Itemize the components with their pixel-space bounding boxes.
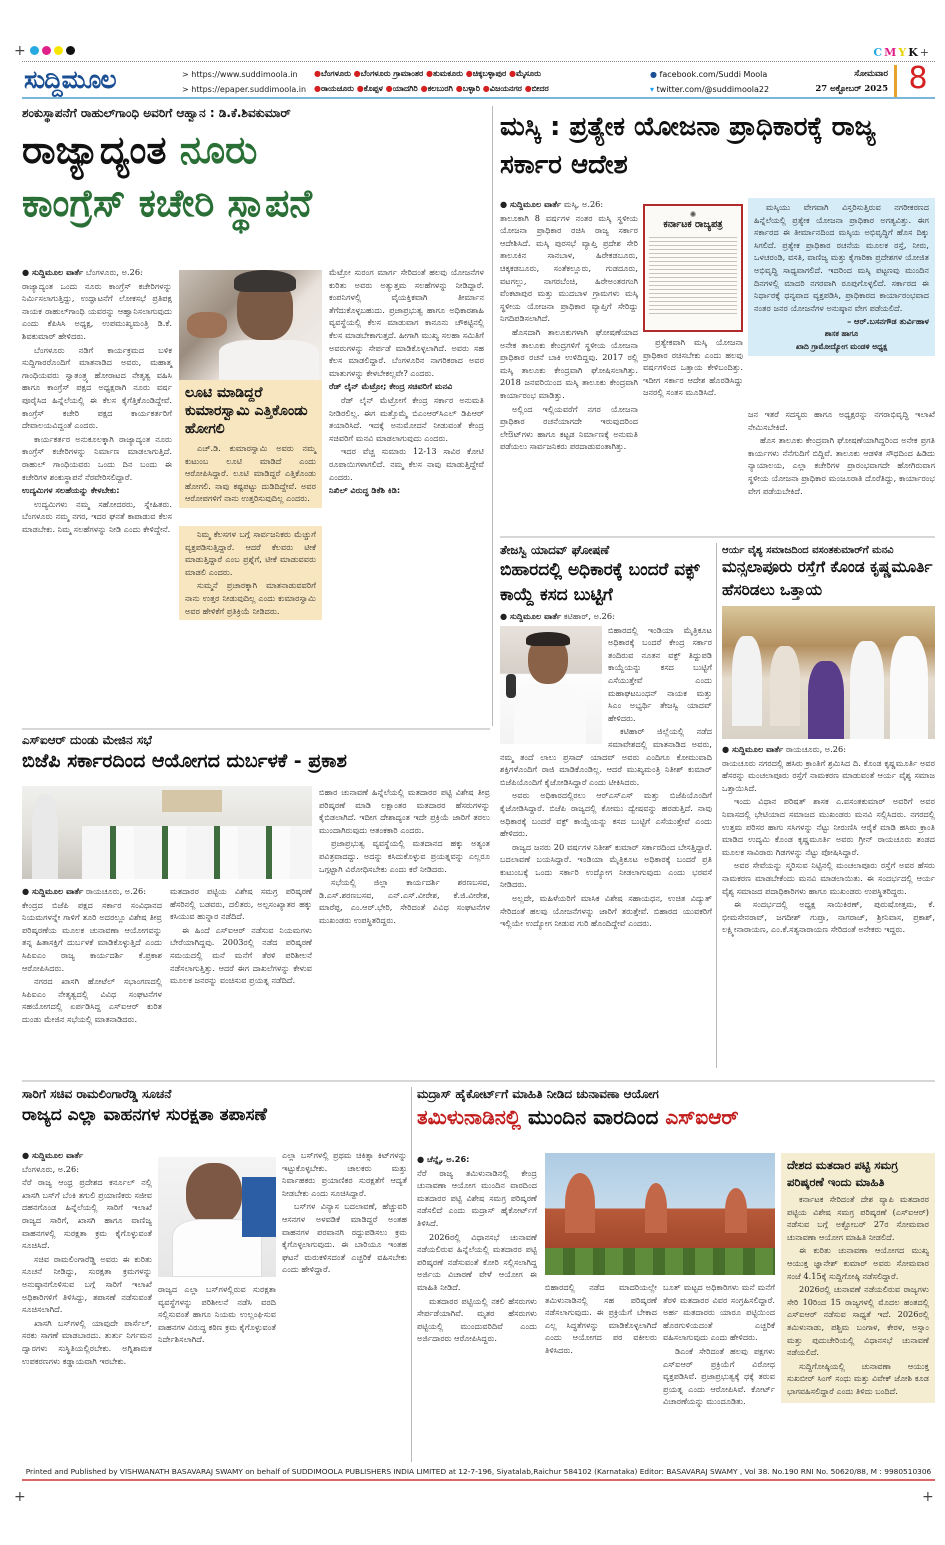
- sidebar-text: [179, 440, 322, 508]
- photo-madras-high-court: [545, 1153, 775, 1275]
- info-box-voter-list: [781, 1153, 935, 1403]
- paragraph: ರಾಯಚೂರು ನಗರದಲ್ಲಿ ಹಸಿರು ಕ್ರಾಂತಿಗೆ ಶ್ರಮಿಸಿದ ದಿ. ಕೊಂಡ ಕೃಷ್ಣಮೂರ್ತಿ ಅವರ ಹೆಸರನ್ನು ಮಂಚಲಾಪೂರು ರಸ್ತೆಗೆ ನಾಮಕರಣ ಮಾಡುವಂತೆ ಆರ್ಯ ವೈಶ್ಯ ಸಮಾಜ ಒತ್ತಾಯಿಸಿದೆ.: [722, 757, 935, 793]
- bullet-icon: ●: [356, 84, 364, 93]
- dateline: ರಾಯಚೂರು, ಅ.26:: [785, 744, 846, 754]
- article-maski-authority: [500, 108, 935, 533]
- photo-person: [850, 641, 884, 739]
- cmyk-y: Y: [898, 46, 909, 59]
- gazette-text-lines: [649, 234, 737, 314]
- paragraph: ಕಟಿಹಾರ್ ಜಿಲ್ಲೆಯಲ್ಲಿ ನಡೆದ ಸಮಾವೇಶದಲ್ಲಿ ಮಾತನಾಡಿದ ಅವರು, ನಮ್ಮ ತಂದೆ ಲಾಲು ಪ್ರಸಾದ್ ಯಾದವ್ ಅವರು ಎಂದಿಗೂ ಕೋಮುವಾದಿ ಶಕ್ತಿಗಳೊಂದಿಗೆ ರಾಜಿ ಮಾಡಿಕೊಂಡಿಲ್ಲ. ಆದರೆ ಮುಖ್ಯಮಂತ್ರಿ ನಿತೀಶ್ ಕುಮಾರ್ ಬಿಜೆಪಿಯೊಂದಿಗೆ ಕೈಜೋಡಿಸಿದ್ದಾರೆ ಎಂದು ಟೀಕಿಸಿದರು.: [500, 726, 712, 787]
- headline-part-black: ಮುಂದಿನ ವಾರದಿಂದ: [527, 1105, 659, 1129]
- twitter-handle: twitter.com/@suddimoola22: [656, 85, 770, 94]
- photo-audience: [82, 826, 312, 879]
- emblem-icon: ✺: [689, 210, 697, 219]
- edition-city[interactable]: ವಿಜಯನಗರ: [489, 84, 525, 93]
- edition-city[interactable]: ಕೊಪ್ಪಳ: [363, 84, 386, 93]
- facebook-handle: facebook.com/Suddi Moola: [659, 70, 768, 79]
- paragraph: ಮತದಾರರ ಪಟ್ಟಿಯ ವಿಶೇಷ ಸಮಗ್ರ ಪರಿಷ್ಕರಣೆ ಹೆಸರಿನಲ್ಲಿ ಬಡವರು, ದಲಿತರು, ಅಲ್ಪಸಂಖ್ಯಾತರ ಹಕ್ಕು ಕಸಿಯುವ ಹುನ್ನಾರ ನಡೆದಿದೆ.: [170, 886, 312, 922]
- paragraph: ಸಚಿವ ರಾಮಲಿಂಗಾರೆಡ್ಡಿ ಅವರು ಈ ಕುರಿತು ಸೂಚನೆ ನೀಡಿದ್ದು, ಸುರಕ್ಷತಾ ಕ್ರಮಗಳನ್ನು ಅನುಷ್ಠಾನಗೊಳಿಸುವ ಬಗ್ಗೆ ಸಾರಿಗೆ ಇಲಾಖೆ ಅಧಿಕಾರಿಗಳಿಗೆ ತಿಳಿಸಿದ್ದು, ತಪಾಸಣೆ ನಡೆಸುವಂತೆ ಸೂಚಿಸಲಾಗಿದೆ.: [22, 1253, 152, 1315]
- byline: ● ಸುದ್ದಿಮೂಲ ವಾರ್ತೆ: [22, 886, 84, 896]
- edition-city[interactable]: ತುಮಕೂರು: [433, 69, 466, 78]
- page-separator: [894, 65, 897, 97]
- paragraph: ನೆರೆ ರಾಜ್ಯ ತಮಿಳುನಾಡಿನಲ್ಲಿ ಕೇಂದ್ರ ಚುನಾವಣಾ ಆಯೋಗ ಮುಂದಿನ ವಾರದಿಂದ ಮತದಾರರ ಪಟ್ಟಿ ವಿಶೇಷ ಸಮಗ್ರ ಪರಿಷ್ಕರಣೆ ನಡೆಸಲಿದೆ ಎಂದು ಮದ್ರಾಸ್ ಹೈಕೋರ್ಟ್‌ಗೆ ತಿಳಿಸಿದೆ.: [417, 1167, 537, 1228]
- black-dot: [66, 46, 75, 55]
- byline: ● ಸುದ್ದಿಮೂಲ ವಾರ್ತೆ: [500, 611, 562, 621]
- paragraph: ಹೊಸ ತಾಲೂಕು ಕೇಂದ್ರವಾಗಿ ಘೋಷಣೆಯಾಗಿದ್ದರಿಂದ ಅನೇಕ ಪ್ರಗತಿ ಕಾರ್ಯಗಳು ನೆನೆಗುದಿಗೆ ಬಿದ್ದಿವೆ. ತಾಲೂಕು ಆಡಳಿತ ಸೌಧದಿಂದ ಹಿಡಿದು ನ್ಯಾಯಾಲಯ, ಎಲ್ಲಾ ಕಚೇರಿಗಳ ಪ್ರಾರಂಭವಾಗದೇ ಹೋಗಿರುವಾಗ ಸ್ಥಳೀಯ ಯೋಜನಾ ಪ್ರಾಧಿಕಾರ ಮಂಜೂರಾತಿ ದೊರೆತಿದ್ದು, ಕಾರ್ಯಾರಂಭ ವೇಗ ಪಡೆಯಬೇಕಿದೆ.: [748, 435, 935, 496]
- bullet-icon: ●: [426, 69, 434, 78]
- paragraph: ಬೂತ್ ಮಟ್ಟದ ಅಧಿಕಾರಿಗಳು ಮನೆ ಮನೆಗೆ ತೆರಳಿ ಮತದಾರರ ವಿವರ ಸಂಗ್ರಹಿಸಲಿದ್ದಾರೆ. ಅರ್ಹ ಮತದಾರರು ಯಾರೂ ಪಟ್ಟಿಯಿಂದ ಹೊರಗುಳಿಯದಂತೆ ಎಚ್ಚರಿಕೆ ವಹಿಸಲಾಗುವುದು ಎಂದು ಹೇಳಿದರು.: [663, 1282, 775, 1343]
- headline-part-red: ಎಸ್‌ಐಆರ್: [665, 1105, 739, 1129]
- dateline: ಮಸ್ಕಿ, ಅ.26:: [563, 199, 604, 209]
- box-body: [787, 1193, 929, 1398]
- photo-shirt: [219, 340, 319, 380]
- subhead: ಉದ್ಯಮಿಗಳ ಸಲಹೆಯನ್ನು ಕೇಳಬೇಕು:: [22, 485, 120, 496]
- photo-person: [890, 636, 928, 739]
- cities-row-2: [314, 81, 644, 96]
- gazette-title: ಕರ್ನಾಟಕ ರಾಜ್ಯಪತ್ರ: [663, 219, 723, 230]
- cmyk-k: K: [908, 46, 920, 59]
- article-body-col1: [22, 1149, 152, 1368]
- article-sir-roundtable: [22, 733, 490, 1073]
- paragraph: ರಾಜ್ಯದ ಜನರು 20 ವರ್ಷಗಳ ನಿತೀಶ್ ಕುಮಾರ್ ಸರ್ಕಾರದಿಂದ ಬೇಸತ್ತಿದ್ದಾರೆ. ಬದಲಾವಣೆ ಬಯಸಿದ್ದಾರೆ. ಇಂಡಿಯಾ ಮೈತ್ರಿಕೂಟ ಅಧಿಕಾರಕ್ಕೆ ಬಂದರೆ ಪ್ರತಿ ಕುಟುಂಬಕ್ಕೆ ಒಂದು ಸರ್ಕಾರಿ ಉದ್ಯೋಗ ನೀಡಲಾಗುವುದು ಎಂದು ಭರವಸೆ ನೀಡಿದರು.: [500, 841, 712, 890]
- registration-mark-bottom-right: +: [922, 1489, 934, 1505]
- paragraph: ನೆರೆ ರಾಜ್ಯ ಆಂಧ್ರ ಪ್ರದೇಶದ ಕರ್ನೂಲ್ ನಲ್ಲಿ ಖಾಸಗಿ ಬಸ್‌ಗೆ ಬೆಂಕಿ ತಗುಲಿ ಪ್ರಯಾಣಿಕರು ಸಜೀವ ದಹನಗೊಂಡ ಹಿನ್ನೆಲೆಯಲ್ಲಿ ಸಾರಿಗೆ ಇಲಾಖೆ ರಾಜ್ಯದ ಸಾರಿಗೆ, ಖಾಸಗಿ ಹಾಗೂ ವಾಣಿಜ್ಯ ವಾಹನಗಳಲ್ಲಿ ಸುರಕ್ಷತಾ ಕ್ರಮ ಕೈಗೊಳ್ಳುವಂತೆ ಸೂಚಿಸಿದೆ.: [22, 1177, 152, 1251]
- quote-role: ಖಾದಿ ಗ್ರಾಮೋದ್ಯೋಗ ಮಂಡಳಿ ಅಧ್ಯಕ್ಷ: [795, 341, 888, 351]
- edition-city[interactable]: ಮೈಸೂರು: [516, 69, 541, 78]
- dateline: ಕಟಿಹಾರ್, ಅ.26:: [563, 611, 615, 621]
- photo-trees: [545, 1248, 775, 1275]
- magenta-dot: [42, 46, 51, 55]
- dateline: ಬೆಂಗಳೂರು, ಅ.26:: [85, 267, 143, 277]
- paragraph: 2026ರಲ್ಲಿ ಚುನಾವಣೆ ನಡೆಯಲಿರುವ ರಾಜ್ಯಗಳು ಸೇರಿ 10ರಿಂದ 15 ರಾಜ್ಯಗಳಲ್ಲಿ ಮೊದಲ ಹಂತದಲ್ಲಿ ಎಸ್‌ಐಆರ್ ನಡೆಸುವ ಸಾಧ್ಯತೆ ಇದೆ. 2026ರಲ್ಲಿ ತಮಿಳುನಾಡು, ಪಶ್ಚಿಮ ಬಂಗಾಳ, ಕೇರಳ, ಅಸ್ಸಾಂ ಮತ್ತು ಪುದುಚೇರಿಯಲ್ಲಿ ವಿಧಾನಸಭೆ ಚುನಾವಣೆ ನಡೆಯಲಿದೆ.: [787, 1284, 929, 1358]
- yellow-dot: [54, 46, 63, 55]
- article-body-col2: [179, 526, 322, 620]
- sidebar-box: [179, 380, 322, 442]
- dotted-rule: [22, 61, 935, 62]
- paragraph: ಉದ್ಯಮಿಗಳು ನಮ್ಮ ಸಹೋದರರು, ಸ್ನೇಹಿತರು. ಬೆಂಗಳೂರು ನಮ್ಮ ನಗರ, ಇದರ ಘನತೆ ಕಾಪಾಡುವ ಕೆಲಸ ಮಾಡಬೇಕು. ನಿಮ್ಮ ಸಲಹೆಗಳನ್ನು ನೀಡಿ ಎಂದು ಕೇಳಿದ್ದೇನೆ.: [22, 498, 172, 534]
- paragraph: ಸುಮ್ಮನೆ ಪ್ರಚಾರಕ್ಕಾಗಿ ಮಾತನಾಡುವವರಿಗೆ ನಾನು ಉತ್ತರ ನೀಡುವುದಿಲ್ಲ ಎಂದು ಕುಮಾರಸ್ವಾಮಿ ಅವರ ಹೇಳಿಕೆಗೆ ಪ್ರತಿಕ್ರಿಯೆ ನೀಡಿದರು.: [185, 580, 316, 616]
- article-body-col3: [748, 408, 935, 498]
- quote-author: – ಆರ್.ಬಸನಗೌಡ ತುರ್ವಿಹಾಳ: [847, 316, 929, 327]
- article-body-col2: [158, 1283, 276, 1347]
- article-body-col3: [282, 1149, 407, 1277]
- headline: [417, 1102, 935, 1132]
- registration-mark-right: +: [919, 46, 931, 59]
- paragraph: ಪ್ರತ್ಯೇಕವಾಗಿ ಮಸ್ಕಿ ಯೋಜನಾ ಪ್ರಾಧಿಕಾರ ರಚಿಸಬೇಕು ಎಂದು ಹಲವು ವರ್ಷಗಳಿಂದ ಒತ್ತಾಯ ಕೇಳಿಬಂದಿತ್ತು. ಇದೀಗ ಸರ್ಕಾರ ಆದೇಶ ಹೊರಡಿಸಿದ್ದು ಜನರಲ್ಲಿ ಸಂತಸ ಮೂಡಿಸಿದೆ.: [643, 337, 743, 398]
- cities-row-1: [314, 66, 644, 81]
- paragraph: ಈ ಸಂದರ್ಭದಲ್ಲಿ ಅಧ್ಯಕ್ಷ ಸಾಯಿಕಿರಣ್, ಪುರುಷೋತ್ತಮ, ಕೆ. ಭೀಮಸೇನರಾವ್, ಜಗದೀಶ್ ಗುಪ್ತಾ, ನಾಗರಾಜ್, ಶ್ರೀನಿವಾಸ, ಪ್ರಕಾಶ್, ಲಕ್ಷ್ಮೀನಾರಾಯಣ, ಎಂ.ಕೆ.ಸತ್ಯನಾರಾಯಣ ಸೇರಿದಂತೆ ಅನೇಕರು ಇದ್ದರು.: [722, 899, 935, 935]
- social-links: [650, 67, 788, 97]
- headline-part-black: ರಾಜ್ಯಾದ್ಯಂತ: [22, 128, 167, 172]
- photo-dome: [645, 1183, 667, 1233]
- kicker: ಎಸ್‌ಐಆರ್ ದುಂಡು ಮೇಜಿನ ಸಭೆ: [22, 733, 152, 747]
- photo-dk-shivakumar: [179, 270, 322, 380]
- registration-mark-left: +: [14, 43, 26, 59]
- box-headline: ದೇಶದ ಮತದಾರ ಪಟ್ಟಿ ಸಮಗ್ರ ಪರಿಷ್ಕರಣೆ ಇಂದು ಮಾಹಿತಿ: [787, 1158, 899, 1189]
- paragraph: ನಗರದ ಖಾಸಗಿ ಹೋಟೆಲ್ ಸಭಾಂಗಣದಲ್ಲಿ ಸಿಪಿಐಎಂ ನೇತೃತ್ವದಲ್ಲಿ ವಿವಿಧ ಸಂಘಟನೆಗಳ ಸಹಯೋಗದಲ್ಲಿ ಏರ್ಪಡಿಸಿದ್ದ ಎಸ್‌ಐಆರ್ ಕುರಿತ ದುಂಡು ಮೇಜಿನ ಸಭೆಯಲ್ಲಿ ಮಾತನಾಡಿದರು.: [22, 976, 162, 1024]
- edition-city[interactable]: ಬೀದರ: [531, 84, 549, 93]
- column-rule: [492, 106, 493, 726]
- edition-city[interactable]: ಕಲಬುರಗಿ: [427, 84, 456, 93]
- paragraph: ಬಿಹಾರ ಚುನಾವಣೆ ಹಿನ್ನೆಲೆಯಲ್ಲಿ ಮತದಾರರ ಪಟ್ಟಿ ವಿಶೇಷ ತೀವ್ರ ಪರಿಷ್ಕರಣೆ ಮಾಡಿ ಲಕ್ಷಾಂತರ ಮತದಾರರ ಹೆಸರುಗಳನ್ನು ಕೈಬಿಡಲಾಗಿದೆ. ಇದೀಗ ದೇಶಾದ್ಯಂತ ಇದೇ ಪ್ರಕ್ರಿಯೆ ಜಾರಿಗೆ ತರಲು ಮುಂದಾಗಿರುವುದು ಆತಂಕಕಾರಿ ಎಂದರು.: [319, 787, 490, 835]
- page-number: 8: [908, 61, 928, 96]
- photo-hand: [187, 312, 227, 338]
- bullet-icon: ●: [353, 69, 361, 78]
- photo-ramalinga-reddy: [158, 1157, 276, 1277]
- paragraph: ಅವರು ಅಧಿಕಾರದಲ್ಲಿರಲು ಆರ್‌ಎಸ್‌ಎಸ್ ಮತ್ತು ಬಿಜೆಪಿಯೊಂದಿಗೆ ಕೈಜೋಡಿಸಿದ್ದಾರೆ. ಬಿಜೆಪಿ ರಾಜ್ಯದಲ್ಲಿ ಕೋಮು ದ್ವೇಷವನ್ನು ಹರಡುತ್ತಿದೆ. ನಾವು ಅಧಿಕಾರಕ್ಕೆ ಬಂದರೆ ವಕ್ಫ್ ಕಾಯ್ದೆಯನ್ನು ಕಸದ ಬುಟ್ಟಿಗೆ ಎಸೆಯುತ್ತೇವೆ ಎಂದು ಹೇಳಿದರು.: [500, 790, 712, 839]
- gazette-image: [643, 204, 743, 332]
- article-body: [500, 610, 712, 930]
- paragraph: ರಾಜ್ಯಾದ್ಯಂತ ಒಂದು ನೂರು ಕಾಂಗ್ರೆಸ್ ಕಚೇರಿಗಳನ್ನು ನಿರ್ಮಿಸಲಾಗುತ್ತಿದ್ದು, ಉದ್ಘಾಟನೆಗೆ ಲೋಕಸಭೆ ಪ್ರತಿಪಕ್ಷ ನಾಯಕ ರಾಹುಲ್‌ಗಾಂಧಿ ಯವರನ್ನು ಆಹ್ವಾನಿಸಲಾಗುವುದು ಎಂದು ಕೆಪಿಸಿಸಿ ಅಧ್ಯಕ್ಷ, ಉಪಮುಖ್ಯಮಂತ್ರಿ ಡಿ.ಕೆ. ಶಿವಕುಮಾರ್ ಹೇಳಿದರು.: [22, 280, 172, 341]
- byline: ● ಚೆನ್ನೈ, ಅ.26:: [417, 1154, 470, 1164]
- section-rule: [22, 728, 490, 730]
- logo[interactable]: ಸುದ್ದಿಮೂಲ: [24, 65, 116, 94]
- kicker: ಶಂಕುಸ್ಥಾಪನೆಗೆ ರಾಹುಲ್‌ಗಾಂಧಿ ಅವರಿಗೆ ಆಹ್ವಾನ : ಡಿ.ಕೆ.ಶಿವಕುಮಾರ್: [22, 106, 291, 120]
- article-body-col3: [663, 1281, 775, 1409]
- column-rule: [716, 543, 717, 1068]
- article-body-col3: [329, 266, 484, 498]
- edition-city[interactable]: ಯಾದಗಿರಿ: [392, 84, 421, 93]
- article-body-col2: [170, 885, 312, 988]
- article-body-col1: [22, 885, 162, 1027]
- paragraph: ಬಿಹಾರದಲ್ಲಿ ನಡೆದ ಮಾದರಿಯಲ್ಲೇ ತಮಿಳುನಾಡಿನಲ್ಲಿ ಸಹ ಪರಿಷ್ಕರಣೆ ನಡೆಸಲಾಗುವುದು. ಈ ಪ್ರಕ್ರಿಯೆಗೆ ಬೇಕಾದ ಎಲ್ಲ ಸಿದ್ಧತೆಗಳನ್ನು ಮಾಡಿಕೊಳ್ಳಲಾಗಿದೆ ಎಂದು ಆಯೋಗದ ಪರ ವಕೀಲರು ತಿಳಿಸಿದರು.: [545, 1282, 657, 1355]
- paragraph: ಕಾರ್ಯಕರ್ತರ ಅನುಕೂಲಕ್ಕಾಗಿ ರಾಜ್ಯಾದ್ಯಂತ ನೂರು ಕಾಂಗ್ರೆಸ್ ಕಚೇರಿಗಳನ್ನು ನಿರ್ಮಾಣ ಮಾಡಲಾಗುತ್ತಿದೆ. ರಾಹುಲ್ ಗಾಂಧಿಯವರು ಒಂದು ದಿನ ಬಂದು ಈ ಕಚೇರಿಗಳ ಶಂಕುಸ್ಥಾಪನೆ ನೆರವೇರಿಸಲಿದ್ದಾರೆ.: [22, 433, 172, 482]
- byline: ● ಸುದ್ದಿಮೂಲ ವಾರ್ತೆ: [22, 1150, 84, 1160]
- edition-city[interactable]: ಬೆಂಗಳೂರು: [320, 69, 354, 78]
- article-body-col2: [643, 336, 743, 400]
- column-rule: [411, 1087, 412, 1462]
- paragraph: ರೆಡ್ ಲೈನ್ ಮೆಟ್ರೋಗೆ ಕೇಂದ್ರ ಸರ್ಕಾರ ಅನುಮತಿ ನೀಡಿರಲಿಲ್ಲ. ಈಗ ಮತ್ತೊಮ್ಮೆ ಬಿಎಂಆರ್‌ಸಿಎಲ್ ಡಿಪಿಆರ್ ತಯಾರಿಸಿದೆ. ಇದಕ್ಕೆ ಅನುಮೋದನೆ ನೀಡುವಂತೆ ಕೇಂದ್ರ ಸಚಿವರಿಗೆ ಮನವಿ ಮಾಡಲಾಗುವುದು ಎಂದರು.: [329, 394, 484, 443]
- photo-person: [732, 636, 762, 726]
- photo-speaker: [32, 794, 58, 879]
- photo-dome: [725, 1188, 747, 1233]
- kicker: ಆರ್ಯ ವೈಶ್ಯ ಸಮಾಜದಿಂದ ವಸಂತಕುಮಾರ್‌ಗೆ ಮನವಿ: [722, 545, 894, 556]
- bullet-icon: ●: [420, 84, 428, 93]
- quote-box: [748, 198, 935, 356]
- chevron-right-icon: >: [182, 85, 189, 94]
- photo-meeting: [22, 786, 312, 879]
- section-rule: [22, 1080, 935, 1082]
- article-tamilnadu-sir: [417, 1087, 935, 1462]
- headline-line-2: ಕಾಂಗ್ರೆಸ್ ಕಚೇರಿ ಸ್ಥಾಪನೆ: [22, 181, 312, 225]
- photo-chair: [242, 1177, 276, 1237]
- photo-face: [186, 1163, 242, 1225]
- paragraph: ಮತದಾರರ ಪಟ್ಟಿಯಲ್ಲಿ ನಕಲಿ ಹೆಸರುಗಳು ಸೇರ್ಪಡೆಯಾಗಿವೆ. ಮೃತರ ಹೆಸರುಗಳು ಪಟ್ಟಿಯಲ್ಲಿ ಮುಂದುವರಿದಿವೆ ಎಂದು ಅರ್ಜಿದಾರರು ಆರೋಪಿಸಿದ್ದರು.: [417, 1295, 537, 1344]
- paragraph: ಹೊಸದಾಗಿ ತಾಲೂಕುಗಳಾಗಿ ಘೋಷಣೆಯಾದ ಅನೇಕ ತಾಲೂಕು ಕೇಂದ್ರಗಳಿಗೆ ಸ್ಥಳೀಯ ಯೋಜನಾ ಪ್ರಾಧಿಕಾರ ರಚನೆ ಬಾಕಿ ಉಳಿದಿದ್ದವು. 2017 ರಲ್ಲಿ ಮಸ್ಕಿ ತಾಲೂಕು ಕೇಂದ್ರವಾಗಿ ಘೋಷಿಸಲಾಗಿತ್ತು. 2018 ಜನವರಿಯಿಂದ ಮಸ್ಕಿ ತಾಲೂಕು ಕೇಂದ್ರವಾಗಿ ಕಾರ್ಯಾರಂಭ ಮಾಡಿತ್ತು.: [500, 326, 638, 400]
- paragraph: ಅಲ್ಲಿಂದ ಇಲ್ಲಿಯವರೆಗೆ ನಗರ ಯೋಜನಾ ಪ್ರಾಧಿಕಾರ ರಚನೆಯಾಗದೇ ಇರುವುದರಿಂದ ಲೇಔಟ್‌ಗಳು ಹಾಗೂ ಕಟ್ಟಡ ನಿರ್ಮಾಣಕ್ಕೆ ಅನುಮತಿ ಪಡೆಯಲು ಸಾರ್ವಜನಿಕರು ಪರದಾಡುವಂತಾಗಿತ್ತು.: [500, 403, 638, 452]
- edition-cities: [314, 66, 644, 96]
- headline-part-green: ನೂರು: [179, 128, 258, 172]
- paragraph: ಕರ್ನಾಟಕ ಸೇರಿದಂತೆ ದೇಶ ವ್ಯಾಪಿ ಮತದಾರರ ಪಟ್ಟಿಯ ವಿಶೇಷ ಸಮಗ್ರ ಪರಿಷ್ಕರಣೆ (ಎಸ್‌ಐಆರ್) ನಡೆಸುವ ಬಗ್ಗೆ ಅಕ್ಟೋಬರ್ 27ರ ಸೋಮವಾರ ಚುನಾವಣಾ ಆಯೋಗ ಮಾಹಿತಿ ನೀಡಲಿದೆ.: [787, 1194, 929, 1242]
- weekday: ಸೋಮವಾರ: [854, 69, 888, 79]
- photo-delegation: [722, 606, 935, 739]
- article-body-col1: [500, 198, 638, 454]
- headline: ಮನ್ಸಲಾಪೂರು ರಸ್ತೆಗೆ ಕೊಂಡ ಕೃಷ್ಣಮೂರ್ತಿ ಹೆಸರಿಡಲು ಒತ್ತಾಯ: [722, 558, 933, 599]
- paragraph: ಬಿಹಾರದಲ್ಲಿ ಇಂಡಿಯಾ ಮೈತ್ರಿಕೂಟ ಅಧಿಕಾರಕ್ಕೆ ಬಂದರೆ ಕೇಂದ್ರ ಸರ್ಕಾರ ತಂದಿರುವ ನೂತನ ವಕ್ಫ್ ತಿದ್ದುಪಡಿ ಕಾಯ್ದೆಯನ್ನು ಕಸದ ಬುಟ್ಟಿಗೆ ಎಸೆಯುತ್ತೇವೆ ಎಂದು ಮಹಾಘಟಬಂಧನ್ ನಾಯಕ ಮತ್ತು ಸಿಎಂ ಅಭ್ಯರ್ಥಿ ತೇಜಸ್ವಿ ಯಾದವ್ ಹೇಳಿದರು.: [608, 624, 712, 723]
- edition-city[interactable]: ರಾಯಚೂರು: [320, 84, 357, 93]
- article-body-col2: [545, 1281, 657, 1358]
- bullet-icon: ●: [385, 84, 393, 93]
- dateline: ರಾಯಚೂರು, ಅ.26:: [85, 886, 146, 896]
- sidebar-headline: ಲೂಟಿ ಮಾಡಿದ್ದರೆ ಕುಮಾರಸ್ವಾಮಿ ಎತ್ತಿಕೊಂಡು ಹೋಗಲಿ: [185, 385, 308, 437]
- article-body-col3: [319, 786, 490, 928]
- paragraph: ಎಚ್.ಡಿ. ಕುಮಾರಸ್ವಾಮಿ ಅವರು ನಮ್ಮ ಕುಟುಂಬ ಲೂಟಿ ಮಾಡಿದೆ ಎಂದು ಆರೋಪಿಸಿದ್ದಾರೆ. ಲೂಟಿ ಮಾಡಿದ್ದರೆ ಎತ್ತಿಕೊಂಡು ಹೋಗಲಿ. ನಾವು ಕಷ್ಟಪಟ್ಟು ದುಡಿದಿದ್ದೇವೆ. ಅವರ ಆರೋಪಗಳಿಗೆ ನಾನು ಉತ್ತರಿಸುವುದಿಲ್ಲ ಎಂದರು.: [185, 443, 316, 504]
- dateline: ಬೆಂಗಳೂರು, ಅ.26:: [22, 1163, 79, 1174]
- article-congress-offices: [22, 106, 487, 726]
- photo-hair: [234, 270, 296, 292]
- footer-imprint: Printed and Published by VISHWANATH BASAVARAJ SWAMY on behalf of SUDDIMOOLA PUBLISHERS INDIA LIMITED at 12-7-196, Siyatalab,Raichur 584102 (Karnataka) Editor: BASAVARAJ SWAMY , Vol 38. No.190 RNI No. 50620/88, M : 9980510306: [22, 1466, 935, 1481]
- photo-tejashwi: [500, 626, 602, 744]
- paragraph: ನಿಮ್ಮ ಕೆಲಸಗಳ ಬಗ್ಗೆ ಸಾರ್ವಜನಿಕರು ಮೆಚ್ಚುಗೆ ವ್ಯಕ್ತಪಡಿಸುತ್ತಿದ್ದಾರೆ. ಆದರೆ ಕೆಲವರು ಟೀಕೆ ಮಾಡುತ್ತಿದ್ದಾರೆ ಎಂಬ ಪ್ರಶ್ನೆಗೆ, ಟೀಕೆ ಮಾಡುವವರು ಮಾಡಲಿ ಎಂದರು.: [185, 529, 316, 577]
- paragraph: ಈ ಹಿಂದೆ ಎಸ್‌ಐಆರ್ ನಡೆಸುವ ನಿಯಮಗಳು ಬೇರೆಯಾಗಿದ್ದವು. 2003ರಲ್ಲಿ ನಡೆದ ಪರಿಷ್ಕರಣೆ ಸಮಯದಲ್ಲಿ ಮನೆ ಮನೆಗೆ ತೆರಳಿ ಪರಿಶೀಲನೆ ನಡೆಸಲಾಗುತ್ತಿತ್ತು. ಆದರೆ ಈಗ ದಾಖಲೆಗಳನ್ನು ಕೇಳುವ ಮೂಲಕ ಜನರನ್ನು ವಂಚಿಸುವ ಪ್ರಯತ್ನ ನಡೆದಿದೆ.: [170, 924, 312, 986]
- date: 27 ಅಕ್ಟೋಬರ್ 2025: [815, 84, 888, 94]
- paragraph: ಖಾಸಗಿ ಬಸ್‌ಗಳಲ್ಲಿ ಯಾವುದೇ ಪಾರ್ಸೆಲ್, ಸರಕು ಸಾಗಣೆ ಮಾಡಬಾರದು. ತುರ್ತು ನಿರ್ಗಮನ ದ್ವಾರಗಳು ಸುಸ್ಥಿತಿಯಲ್ಲಿರಬೇಕು. ಅಗ್ನಿಶಾಮಕ ಉಪಕರಣಗಳು ಕಡ್ಡಾಯವಾಗಿ ಇರಬೇಕು.: [22, 1317, 152, 1366]
- headline: ಬಿಹಾರದಲ್ಲಿ ಅಧಿಕಾರಕ್ಕೆ ಬಂದರೆ ವಕ್ಫ್ ಕಾಯ್ದೆ ಕಸದ ಬುಟ್ಟಿಗೆ: [500, 560, 700, 605]
- article-body-col1: [22, 266, 172, 536]
- article-tejashwi-waqf: [500, 543, 712, 1068]
- kicker: ಮದ್ರಾಸ್ ಹೈಕೋರ್ಟ್‌ಗೆ ಮಾಹಿತಿ ನೀಡಿದ ಚುನಾವಣಾ ಆಯೋಗ: [417, 1087, 659, 1101]
- chevron-right-icon: >: [182, 70, 189, 79]
- bullet-icon: ●: [482, 84, 490, 93]
- subhead: ರೆಡ್ ಲೈನ್ ಮೆಟ್ರೋ; ಕೇಂದ್ರ ಸಚಿವರಿಗೆ ಮನವಿ: [329, 381, 453, 392]
- article-body: [722, 743, 935, 936]
- cmyk-m: M: [884, 46, 899, 59]
- color-dots: [30, 46, 75, 55]
- subhead: ನಿಖಿಲ್ ವಿರುದ್ಧ ಡಿಕೆಶಿ ಕಿಡಿ:: [329, 485, 401, 496]
- issue-date: [792, 67, 888, 97]
- website-links: [182, 67, 312, 97]
- section-rule: [500, 536, 935, 538]
- paragraph: ಸಭೆಯಲ್ಲಿ ಜಿಲ್ಲಾ ಕಾರ್ಯದರ್ಶಿ ಶರಣಬಸವ, ಡಿ.ಎಸ್.ಶರಣಬಸವ, ಎನ್.ಎಸ್.ವೀರೇಶ, ಕೆ.ಜಿ.ವೀರೇಶ, ಮಾರೆಪ್ಪ, ಎಂ.ಆರ್.ಭೇರಿ, ಸೇರಿದಂತೆ ವಿವಿಧ ಸಂಘಟನೆಗಳ ಮುಖಂಡರು ಉಪಸ್ಥಿತರಿದ್ದರು.: [319, 877, 490, 925]
- twitter-link[interactable]: [650, 82, 788, 97]
- paragraph: ಡಿಎಂಕೆ ಸೇರಿದಂತೆ ಹಲವು ಪಕ್ಷಗಳು ಎಸ್‌ಐಆರ್ ಪ್ರಕ್ರಿಯೆಗೆ ವಿರೋಧ ವ್ಯಕ್ತಪಡಿಸಿವೆ. ಪ್ರಜಾಪ್ರಭುತ್ವಕ್ಕೆ ಧಕ್ಕೆ ತರುವ ಪ್ರಯತ್ನ ಎಂದು ಆರೋಪಿಸಿವೆ. ಕೋರ್ಟ್ ವಿಚಾರಣೆಯನ್ನು ಮುಂದೂಡಿತು.: [663, 1345, 775, 1407]
- headline: [22, 123, 487, 177]
- paragraph: ಅವರ ಸೇವೆಯನ್ನು ಸ್ಮರಿಸುವ ನಿಟ್ಟಿನಲ್ಲಿ ಮಂಚಲಾಪೂರು ರಸ್ತೆಗೆ ಅವರ ಹೆಸರು ನಾಮಕರಣ ಮಾಡಬೇಕೆಂದು ಮನವಿ ಮಾಡಲಾಯಿತು. ಈ ಸಂದರ್ಭದಲ್ಲಿ ಆರ್ಯ ವೈಶ್ಯ ಸಮಾಜದ ಪದಾಧಿಕಾರಿಗಳು ಹಾಗೂ ಮುಖಂಡರು ಉಪಸ್ಥಿತರಿದ್ದರು.: [722, 860, 935, 896]
- paragraph: ಬಸ್‌ಗಳ ವಿನ್ಯಾಸ ಬದಲಾವಣೆ, ಹೆಚ್ಚುವರಿ ಆಸನಗಳ ಅಳವಡಿಕೆ ಮಾಡಿದ್ದರೆ ಅಂತಹ ವಾಹನಗಳ ಪರವಾನಗಿ ರದ್ದುಪಡಿಸಲು ಕ್ರಮ ಕೈಗೊಳ್ಳಲಾಗುವುದು. ಈ ಬಾರಿಯೂ ಇಂತಹ ಘಟನೆ ಮರುಕಳಿಸದಂತೆ ಎಚ್ಚರಿಕೆ ವಹಿಸಬೇಕು ಎಂದು ಹೇಳಿದ್ದಾರೆ.: [282, 1201, 407, 1275]
- photo-dome: [565, 1173, 595, 1233]
- kicker: ಸಾರಿಗೆ ಸಚಿವ ರಾಮಲಿಂಗಾರೆಡ್ಡಿ ಸೂಚನೆ: [22, 1087, 172, 1101]
- edition-city[interactable]: ಬಳ್ಳಾರಿ: [462, 84, 483, 93]
- registration-mark-bottom-left: +: [14, 1489, 26, 1505]
- byline: ● ಸುದ್ದಿಮೂಲ ವಾರ್ತೆ: [722, 744, 784, 754]
- cmyk-c: C: [873, 46, 885, 59]
- quote-role: ಶಾಸಕ ಹಾಗೂ: [824, 328, 859, 338]
- paragraph: ಜನ ಇತರೆ ಸದಸ್ಯರು ಹಾಗೂ ಅಧ್ಯಕ್ಷರನ್ನು ನಗರಾಭಿವೃದ್ಧಿ ಇಲಾಖೆ ನೇಮಿಸಬೇಕಿದೆ.: [748, 409, 935, 432]
- paragraph: ಮೆಟ್ರೋ ಸುರಂಗ ಮಾರ್ಗ ಸೇರಿದಂತೆ ಹಲವು ಯೋಜನೆಗಳ ಕುರಿತು ಅವರು ಅತ್ಯುತ್ತಮ ಸಲಹೆಗಳನ್ನು ನೀಡಿದ್ದಾರೆ. ಕಂಪನಿಗಳಲ್ಲಿ ವೈಯಕ್ತಿಕವಾಗಿ ತೀರ್ಮಾನ ತೆಗೆದುಕೊಳ್ಳಬಹುದು. ಪ್ರಜಾಪ್ರಭುತ್ವ ಹಾಗೂ ಅಧಿಕಾರಶಾಹಿ ವ್ಯವಸ್ಥೆಯಲ್ಲಿ ಕೆಲಸ ಮಾಡುವಾಗ ಕಾನೂನು ಚೌಕಟ್ಟಿನಲ್ಲಿ ಕೆಲಸ ಮಾಡಬೇಕಾಗುತ್ತದೆ. ಹೀಗಾಗಿ ಮುಖ್ಯ ಸಲಹಾ ಸಮಿತಿಗೆ ಅವರುಗಳನ್ನು ಸೇರ್ಪಡೆ ಮಾಡಿಕೊಳ್ಳಲಾಗಿದೆ. ಅವರು ಸಹ ಕೆಲಸ ಮಾಡಲಿದ್ದಾರೆ. ಬೆಂಗಳೂರಿನ ನಾಗರಿಕರಾದ ಅವರ ಮಾತುಗಳನ್ನು ಕೇಳಬೇಕಲ್ಲವೇ? ಎಂದರು.: [329, 267, 484, 378]
- paragraph: ಎಲ್ಲಾ ಬಸ್‌ಗಳಲ್ಲಿ ಪ್ರಥಮ ಚಿಕಿತ್ಸಾ ಕಿಟ್‌ಗಳನ್ನು ಇಟ್ಟುಕೊಳ್ಳಬೇಕು. ಚಾಲಕರು ಮತ್ತು ನಿರ್ವಾಹಕರು ಪ್ರಯಾಣಿಕರ ಸುರಕ್ಷತೆಗೆ ಆದ್ಯತೆ ನೀಡಬೇಕು ಎಂದು ಸೂಚಿಸಿದ್ದಾರೆ.: [282, 1150, 407, 1198]
- headline: ರಾಜ್ಯದ ಎಲ್ಲಾ ವಾಹನಗಳ ಸುರಕ್ಷತಾ ತಪಾಸಣೆ: [22, 1105, 267, 1125]
- masthead: [22, 63, 935, 99]
- headline: ಮಸ್ಕಿ : ಪ್ರತ್ಯೇಕ ಯೋಜನಾ ಪ್ರಾಧಿಕಾರಕ್ಕೆ ರಾಜ್ಯ ಸರ್ಕಾರ ಆದೇಶ: [500, 112, 876, 180]
- bullet-icon: ●: [524, 84, 532, 93]
- bullet-icon: ●: [314, 84, 321, 93]
- epaper-url: https://epaper.suddimoola.in: [191, 85, 307, 94]
- facebook-link[interactable]: [650, 67, 788, 82]
- edition-city[interactable]: ಚಿಕ್ಕಬಳ್ಳಾಪುರ: [472, 69, 510, 78]
- epaper-link[interactable]: [182, 82, 312, 97]
- microphone-icon: [506, 674, 516, 698]
- paragraph: ಇದರ ವೆಚ್ಚ ಸುಮಾರು 12-13 ಸಾವಿರ ಕೋಟಿ ರೂಪಾಯಿಗಳಾಗಲಿದೆ. ನಮ್ಮ ಕೆಲಸ ನಾವು ಮಾಡುತ್ತಿದ್ದೇವೆ ಎಂದರು.: [329, 446, 484, 482]
- article-body-col1: [417, 1153, 537, 1346]
- headline-part-red: ತಮಿಳುನಾಡಿನಲ್ಲಿ: [417, 1105, 521, 1129]
- website-link[interactable]: [182, 67, 312, 82]
- paragraph: ರಾಜ್ಯದ ಎಲ್ಲಾ ಬಸ್‌ಗಳಲ್ಲಿರುವ ಸುರಕ್ಷತಾ ವ್ಯವಸ್ಥೆಗಳನ್ನು ಪರಿಶೀಲನೆ ನಡೆಸಿ ವರದಿ ಸಲ್ಲಿಸುವಂತೆ ಹಾಗೂ ನಿಯಮ ಉಲ್ಲಂಘಿಸುವ ವಾಹನಗಳ ವಿರುದ್ಧ ಕಠಿಣ ಕ್ರಮ ಕೈಗೊಳ್ಳುವಂತೆ ನಿರ್ದೇಶಿಸಲಾಗಿದೆ.: [158, 1284, 276, 1345]
- photo-kurta: [514, 684, 586, 744]
- paragraph: ತಾಲೂಕಾಗಿ 8 ವರ್ಷಗಳ ನಂತರ ಮಸ್ಕಿ ಸ್ಥಳೀಯ ಯೋಜನಾ ಪ್ರಾಧಿಕಾರ ರಚಿಸಿ ರಾಜ್ಯ ಸರ್ಕಾರ ಆದೇಶಿಸಿದೆ. ಮಸ್ಕಿ ಪುರಸಭೆ ವ್ಯಾಪ್ತಿ ಪ್ರದೇಶ ಸೇರಿ ತಾಲೂಕಿನ ಸಾನಬಾಳ, ಹಿರೇಕಡಬೂರು, ಚಿಕ್ಕಕಡಬೂರು, ಸಂತೆಕಲ್ಲೂರು, ಗುಡದೂರು, ವಟಗಲ್ಲು, ನಾಗರಬೆಂಚಿ, ಹಿರೇಅಂತರಗಂಗಿ ವೆಂಕಟಾಪುರ ಮತ್ತು ಮುದಬಾಳ ಗ್ರಾಮಗಳು ಮಸ್ಕಿ ಸ್ಥಳೀಯ ಯೋಜನಾ ಪ್ರಾಧಿಕಾರ ವ್ಯಾಪ್ತಿಗೆ ಸೇರಿದ್ದು ನಿಗದಿಪಡಿಸಲಾಗಿದೆ.: [500, 212, 638, 324]
- bullet-icon: ●: [314, 69, 321, 78]
- kicker: ತೇಜಸ್ವಿ ಯಾದವ್ ಘೋಷಣೆ: [500, 543, 610, 557]
- quote-text: ಮಸ್ಕಿಯು ವೇಗವಾಗಿ ವಿಸ್ತರಿಸುತ್ತಿರುವ ನಗರೀಕರಣದ ಹಿನ್ನೆಲೆಯಲ್ಲಿ ಪ್ರತ್ಯೇಕ ಯೋಜನಾ ಪ್ರಾಧಿಕಾರ ಅಗತ್ಯವಿತ್ತು. ಈಗ ಸರ್ಕಾರದ ಈ ತೀರ್ಮಾನದಿಂದ ಮಸ್ಕಿಯ ಅಭಿವೃದ್ಧಿಗೆ ಹೊಸ ದಿಕ್ಕು ಸಿಗಲಿದೆ. ಪ್ರತ್ಯೇಕ ಪ್ರಾಧಿಕಾರ ರಚನೆಯ ಮೂಲಕ ರಸ್ತೆ, ನೀರು, ಒಳಚರಂಡಿ, ವಸತಿ, ವಾಣಿಜ್ಯ ಮತ್ತು ಕೈಗಾರಿಕಾ ಪ್ರದೇಶಗಳ ಯೋಜಿತ ಅಭಿವೃದ್ಧಿ ಸಾಧ್ಯವಾಗಲಿದೆ. ಇದರಿಂದ ಮಸ್ಕಿ ಪಟ್ಟಣವು ಮುಂದಿನ ದಿನಗಳಲ್ಲಿ ಮಾದರಿ ನಗರವಾಗಿ ರೂಪುಗೊಳ್ಳಲಿದೆ. ಸರ್ಕಾರದ ಈ ನಿರ್ಧಾರಕ್ಕೆ ಧನ್ಯವಾದ ವ್ಯಕ್ತಪಡಿಸಿ, ಪ್ರಾಧಿಕಾರದ ಕಾರ್ಯಾರಂಭವಾದ ನಂತರ ಜನರ ಯೋಜನೆಗಳ ಅನುಷ್ಠಾನ ವೇಗ ಪಡೆಯಲಿದೆ.: [754, 202, 929, 313]
- bullet-icon: ●: [509, 69, 517, 78]
- twitter-icon: ▾: [650, 85, 655, 94]
- paragraph: ಈ ಕುರಿತು ಚುನಾವಣಾ ಆಯೋಗದ ಮುಖ್ಯ ಆಯುಕ್ತ ಜ್ಞಾನೇಶ್ ಕುಮಾರ್ ಅವರು ಸೋಮವಾರ ಸಂಜೆ 4.15ಕ್ಕೆ ಸುದ್ದಿಗೋಷ್ಠಿ ನಡೆಸಲಿದ್ದಾರೆ.: [787, 1245, 929, 1281]
- paragraph: ಸುದ್ದಿಗೋಷ್ಠಿಯಲ್ಲಿ ಚುನಾವಣಾ ಆಯುಕ್ತ ಸುಖಬೀರ್ ಸಿಂಗ್ ಸಂಧು ಮತ್ತು ವಿವೇಕ್ ಜೋಶಿ ಕೂಡ ಭಾಗವಹಿಸಲಿದ್ದಾರೆ ಎಂದು ತಿಳಿದು ಬಂದಿದೆ.: [787, 1360, 929, 1396]
- cmyk-marks: [873, 46, 931, 59]
- photo-person: [808, 661, 844, 739]
- cyan-dot: [30, 46, 39, 55]
- paragraph: ಬೆಂಗಳೂರು ನಡಿಗೆ ಕಾರ್ಯಕ್ರಮದ ಬಳಿಕ ಸುದ್ದಿಗಾರರೊಂದಿಗೆ ಮಾತನಾಡಿದ ಅವರು, ಮಹಾತ್ಮ ಗಾಂಧಿಯವರು ಸ್ವಾತಂತ್ರ್ಯ ಹೋರಾಟದ ನೇತೃತ್ವ ವಹಿಸಿ ಹಾಗೂ ಕಾಂಗ್ರೆಸ್ ಪಕ್ಷದ ಅಧ್ಯಕ್ಷರಾಗಿ ನೂರು ವರ್ಷ ಪೂರೈಸಿದ ಹಿನ್ನೆಲೆಯಲ್ಲಿ ಈ ಕೆಲಸ ಕೈಗೆತ್ತಿಕೊಂಡಿದ್ದೇವೆ. ಕಾಂಗ್ರೆಸ್ ಕಚೇರಿ ಪಕ್ಷದ ಕಾರ್ಯಕರ್ತರಿಗೆ ದೇವಾಲಯವಿದ್ದಂತೆ ಎಂದರು.: [22, 344, 172, 431]
- byline: ● ಸುದ್ದಿಮೂಲ ವಾರ್ತೆ: [22, 267, 84, 277]
- website-url: https://www.suddimoola.in: [191, 70, 298, 79]
- paragraph: ಕೇಂದ್ರದ ಬಿಜೆಪಿ ಪಕ್ಷದ ಸರ್ಕಾರ ಸಂವಿಧಾನದ ನಿಯಮಗಳನ್ನೇ ಗಾಳಿಗೆ ತೂರಿ ಅದರಲ್ಲೂ ವಿಶೇಷ ತೀವ್ರ ಪರಿಷ್ಕರಣೆಯ ಮೂಲಕ ಚುನಾವಣಾ ಆಯೋಗವನ್ನು ತನ್ನ ಹಿತಾಸಕ್ತಿಗೆ ದುರ್ಬಳಕೆ ಮಾಡಿಕೊಳ್ಳುತ್ತಿದೆ ಎಂದು ಸಿಪಿಐಎಂ ರಾಜ್ಯ ಕಾರ್ಯದರ್ಶಿ ಕೆ.ಪ್ರಕಾಶ ಆರೋಪಿಸಿದರು.: [22, 899, 162, 973]
- article-arya-vaishya-road: [722, 545, 935, 1068]
- paragraph: ಅಲ್ಲದೇ, ಮಹಿಳೆಯರಿಗೆ ಮಾಸಿಕ ವಿಶೇಷ ಸಹಾಯಧನ, ಉಚಿತ ವಿದ್ಯುತ್ ಸೇರಿದಂತೆ ಹಲವು ಯೋಜನೆಗಳನ್ನು ಜಾರಿಗೆ ತರುತ್ತೇವೆ. ಬಿಹಾರದ ಯುವಕರಿಗೆ ಇಲ್ಲಿಯೇ ಉದ್ಯೋಗ ನೀಡುವ ಗುರಿ ಹೊಂದಿದ್ದೇವೆ ಎಂದರು.: [500, 893, 712, 929]
- facebook-icon: ●: [650, 70, 657, 79]
- edition-city[interactable]: ಬೆಂಗಳೂರು ಗ್ರಾಮಾಂತರ: [360, 69, 427, 78]
- paragraph: ಪ್ರಜಾಪ್ರಭುತ್ವ ವ್ಯವಸ್ಥೆಯಲ್ಲಿ ಮತದಾನದ ಹಕ್ಕು ಅತ್ಯಂತ ಪವಿತ್ರವಾದದ್ದು. ಅದನ್ನು ಕಸಿದುಕೊಳ್ಳುವ ಪ್ರಯತ್ನವನ್ನು ಎಲ್ಲರೂ ಒಗ್ಗಟ್ಟಾಗಿ ವಿರೋಧಿಸಬೇಕು ಎಂದು ಕರೆ ನೀಡಿದರು.: [319, 838, 490, 874]
- bullet-icon: ●: [465, 69, 473, 78]
- photo-poster: [162, 790, 222, 812]
- headline: ಬಿಜೆಪಿ ಸರ್ಕಾರದಿಂದ ಆಯೋಗದ ದುರ್ಬಳಕೆ - ಪ್ರಕಾಶ: [22, 750, 347, 772]
- photo-hair: [526, 632, 570, 646]
- photo-person: [770, 646, 800, 726]
- article-vehicle-safety: [22, 1087, 407, 1462]
- paragraph: ಇಂದು ವಿಧಾನ ಪರಿಷತ್ ಶಾಸಕ ಎ.ವಸಂತಕುಮಾರ್ ಅವರಿಗೆ ಅವರ ನಿವಾಸದಲ್ಲಿ ಭೇಟಿಯಾದ ಸಮಾಜದ ಮುಖಂಡರು ಮನವಿ ಸಲ್ಲಿಸಿದರು. ನಗರದಲ್ಲಿ ಉತ್ತಮ ಪರಿಸರ ಹಾಗು ಸಸಿಗಳನ್ನು ನೆಟ್ಟು ನೀರುಣಿಸಿ ಆರೈಕೆ ಮಾಡಿ ಹಸಿರು ಕ್ರಾಂತಿ ಮಾಡಿದ ಉದ್ಯಮಿ ಕೊಂಡ ಕೃಷ್ಣಮೂರ್ತಿ ಅವರು ಗ್ರೀನ್ ರಾಯಚೂರು ತಂಡದ ಮೂಲಕ ಸಾವಿರಾರು ಗಿಡಗಳನ್ನು ನೆಟ್ಟು ಪೋಷಿಸಿದ್ದಾರೆ.: [722, 796, 935, 857]
- paragraph: 2026ರಲ್ಲಿ ವಿಧಾನಸಭೆ ಚುನಾವಣೆ ನಡೆಯಲಿರುವ ಹಿನ್ನೆಲೆಯಲ್ಲಿ ಮತದಾರರ ಪಟ್ಟಿ ಪರಿಷ್ಕರಣೆ ನಡೆಸುವಂತೆ ಕೋರಿ ಸಲ್ಲಿಸಲಾಗಿದ್ದ ಅರ್ಜಿಯ ವಿಚಾರಣೆ ವೇಳೆ ಆಯೋಗ ಈ ಮಾಹಿತಿ ನೀಡಿದೆ.: [417, 1231, 537, 1292]
- bullet-icon: ●: [455, 84, 463, 93]
- byline: ● ಸುದ್ದಿಮೂಲ ವಾರ್ತೆ: [500, 199, 562, 209]
